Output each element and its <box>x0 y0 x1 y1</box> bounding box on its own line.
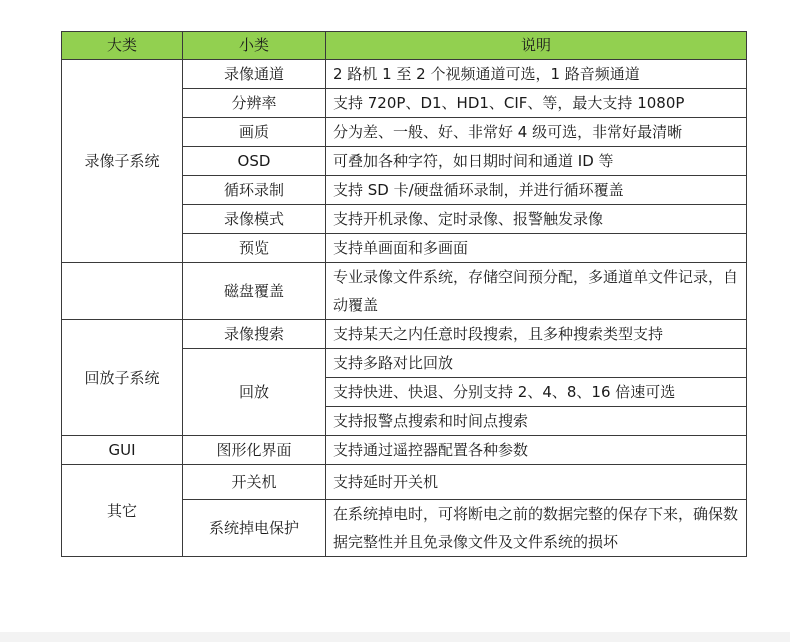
subcategory-cell: 磁盘覆盖 <box>183 263 326 320</box>
subcategory-cell: 画质 <box>183 118 326 147</box>
subcategory-cell: 分辨率 <box>183 89 326 118</box>
subcategory-cell: 回放 <box>183 349 326 436</box>
description-cell: 支持单画面和多画面 <box>326 234 747 263</box>
category-gui: GUI <box>62 436 183 465</box>
description-cell: 2 路机 1 至 2 个视频通道可选，1 路音频通道 <box>326 60 747 89</box>
category-other: 其它 <box>62 465 183 557</box>
description-cell: 专业录像文件系统，存储空间预分配，多通道单文件记录，自动覆盖 <box>326 263 747 320</box>
table-row <box>62 465 747 500</box>
subcategory-cell: 系统掉电保护 <box>183 500 326 557</box>
header-row <box>62 32 747 60</box>
description-cell: 支持 720P、D1、HD1、CIF、等，最大支持 1080P <box>326 89 747 118</box>
category-disk <box>62 263 183 320</box>
subcategory-cell: 录像搜索 <box>183 320 326 349</box>
description-cell: 支持开机录像、定时录像、报警触发录像 <box>326 205 747 234</box>
description-cell: 支持某天之内任意时段搜索，且多种搜索类型支持 <box>326 320 747 349</box>
table-row <box>62 60 747 89</box>
subcategory-cell: 预览 <box>183 234 326 263</box>
description-cell: 支持通过遥控器配置各种参数 <box>326 436 747 465</box>
subcategory-cell: 循环录制 <box>183 176 326 205</box>
subcategory-cell: 录像模式 <box>183 205 326 234</box>
table-row <box>62 263 747 320</box>
header-subcategory: 小类 <box>183 32 326 60</box>
description-cell: 支持多路对比回放 <box>326 349 747 378</box>
header-description: 说明 <box>326 32 747 60</box>
subcategory-cell: 录像通道 <box>183 60 326 89</box>
description-cell: 支持快进、快退、分别支持 2、4、8、16 倍速可选 <box>326 378 747 407</box>
category-recording: 录像子系统 <box>62 60 183 263</box>
description-cell: 在系统掉电时，可将断电之前的数据完整的保存下来，确保数据完整性并且免录像文件及文件系统的损坏 <box>326 500 747 557</box>
spec-table <box>61 31 747 557</box>
subcategory-cell: 开关机 <box>183 465 326 500</box>
category-playback: 回放子系统 <box>62 320 183 436</box>
description-cell: 支持 SD 卡/硬盘循环录制，并进行循环覆盖 <box>326 176 747 205</box>
table-row <box>62 320 747 349</box>
description-cell: 可叠加各种字符，如日期时间和通道 ID 等 <box>326 147 747 176</box>
description-cell: 支持报警点搜索和时间点搜索 <box>326 407 747 436</box>
description-cell: 分为差、一般、好、非常好 4 级可选，非常好最清晰 <box>326 118 747 147</box>
description-cell: 支持延时开关机 <box>326 465 747 500</box>
subcategory-cell: 图形化界面 <box>183 436 326 465</box>
header-category: 大类 <box>62 32 183 60</box>
table-row <box>62 436 747 465</box>
bottom-band <box>0 632 790 642</box>
subcategory-cell: OSD <box>183 147 326 176</box>
